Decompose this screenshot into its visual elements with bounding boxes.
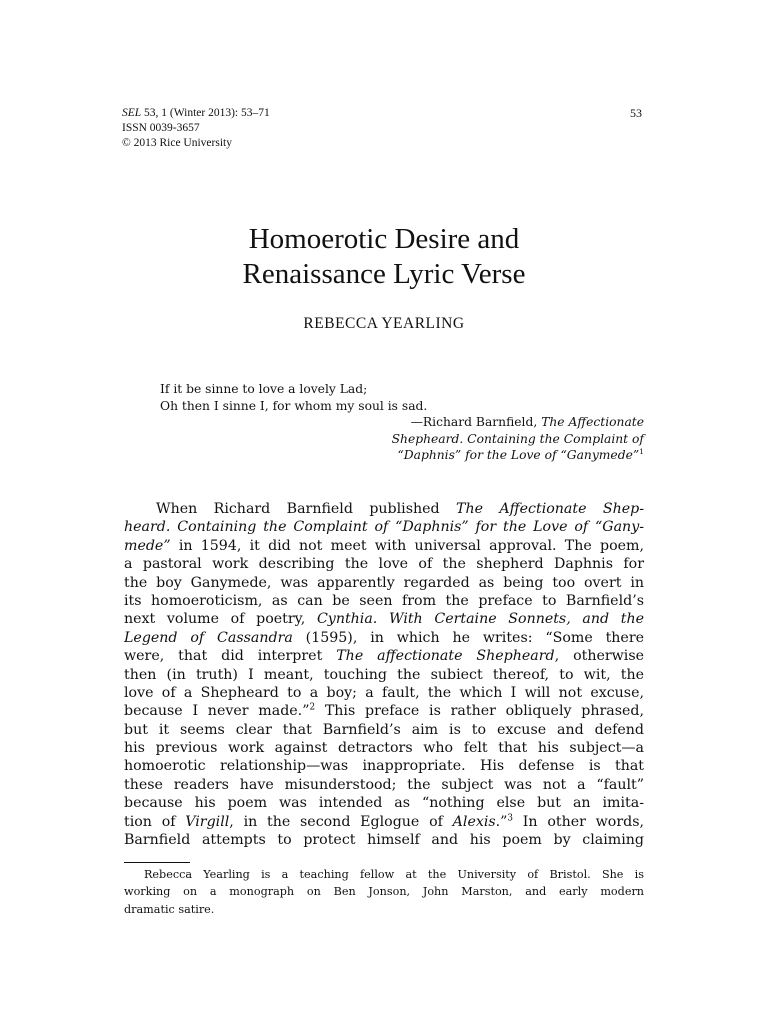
note-ref-3[interactable]: 3 [507, 812, 514, 823]
text-line: love of a Shepheard to a boy; a fault, the which I will not excuse, [124, 684, 644, 701]
copyright: © 2013 Rice University [122, 137, 232, 149]
epigraph-attribution-3: “Daphnis” for the Love of “Ganymede”$^1$ [397, 447, 644, 463]
note-ref-2[interactable]: 2 [309, 702, 316, 713]
text-line: Legend of Cassandra (1595), in which he writes: “Some there [124, 629, 644, 646]
note-ref-1[interactable]: 1 [639, 447, 644, 457]
text-line: because his poem was intended as “nothing else but an imita- [124, 795, 644, 812]
journal-abbrev: SEL [122, 107, 142, 119]
citation-line [122, 106, 642, 121]
text-line: the boy Ganymede, was apparently regarded as being too overt in [124, 574, 644, 591]
author-footnote [124, 866, 644, 918]
text-line: his previous work against detractors who felt that his subject—a [124, 740, 644, 757]
running-header [122, 106, 642, 151]
author-name: REBECCA YEARLING [303, 315, 465, 332]
text-line: homoerotic relationship—was inappropriate. His defense is that [124, 758, 644, 775]
body-paragraph [124, 500, 644, 849]
epigraph-attribution-1: —Richard Barnfield, The Affectionate [410, 415, 644, 430]
epigraph-verse-2: Oh then I sinne I, for whom my soul is sad. [160, 398, 428, 413]
text-line: mede” in 1594, it did not meet with universal approval. The poem, [124, 537, 644, 554]
footnote-divider [124, 862, 190, 863]
text-line: because I never made.”$^2$ This preface is rather obliquely phrased, [124, 702, 644, 720]
text-line: its homoeroticism, as can be seen from the preface to Barnfield’s [124, 592, 644, 609]
text-line: a pastoral work describing the love of the shepherd Daphnis for [124, 556, 644, 573]
text-line: were, that did interpret The affectionate Shepheard, otherwise [124, 648, 644, 665]
text-line: but it seems clear that Barnfield’s aim is to excuse and defend [124, 721, 644, 738]
text-line: tion of Virgill, in the second Eglogue of Alexis.”$^3$ In other words, [124, 812, 644, 830]
footnote-line: Rebecca Yearling is a teaching fellow at the University of Bristol. She is [144, 868, 644, 881]
page-number: 53 [630, 106, 642, 120]
footnote-line: working on a monograph on Ben Jonson, John Marston, and early modern [124, 885, 644, 899]
text-line: When Richard Barnfield published The Affectionate Shep- [156, 501, 644, 517]
citation: 53, 1 (Winter 2013): 53–71 [144, 107, 270, 119]
issn: ISSN 0039-3657 [122, 122, 200, 134]
text-line: these readers have misunderstood; the subject was not a “fault” [124, 776, 644, 793]
title-line-2: Renaissance Lyric Verse [242, 258, 526, 290]
text-line: heard. Containing the Complaint of “Daphnis” for the Love of “Gany- [124, 519, 644, 536]
text-line: next volume of poetry, Cynthia. With Certaine Sonnets, and the [124, 611, 644, 628]
text-line: Barnfield attempts to protect himself and his poem by claiming [124, 832, 644, 849]
footnote-line: dramatic satire. [124, 902, 215, 916]
text-line: then (in truth) I meant, touching the subiect thereof, to wit, the [124, 666, 644, 683]
epigraph-verse-1: If it be sinne to love a lovely Lad; [160, 382, 368, 396]
title-line-1: Homoerotic Desire and [248, 223, 520, 255]
article-title [0, 222, 768, 292]
epigraph-attribution-2: Shepheard. Containing the Complaint of [391, 431, 644, 446]
epigraph [160, 381, 644, 464]
